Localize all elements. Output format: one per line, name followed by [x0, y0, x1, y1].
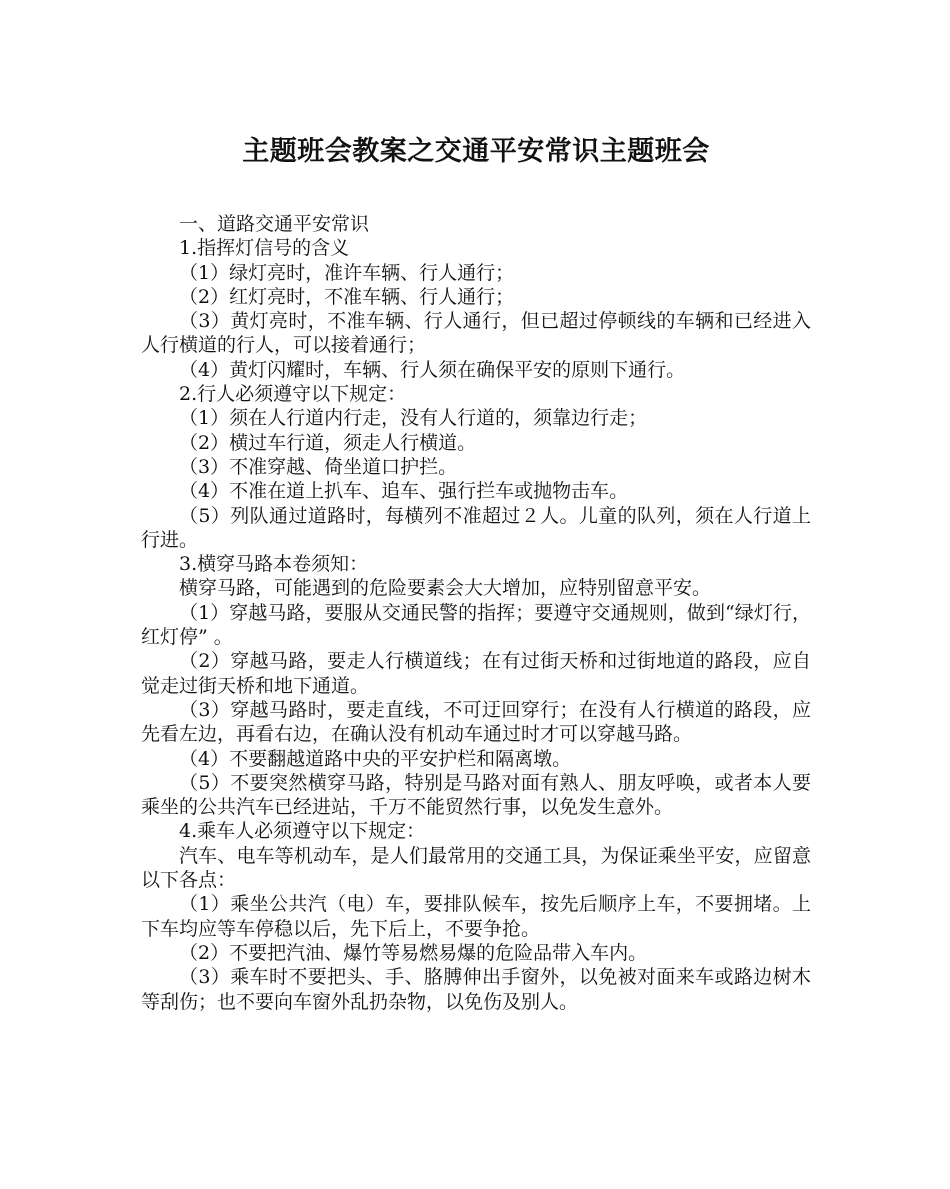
list-item: （2）横过车行道，须走人行横道。: [179, 431, 477, 454]
list-item: （4）不准在道上扒车、追车、强行拦车或抛物击车。: [179, 480, 629, 503]
list-item: （2）穿越马路，要走人行横道线；在有过街天桥和过街地道的路段，应自觉走过街天桥和地下通道。: [141, 650, 811, 697]
body-paragraph: 汽车、电车等机动车，是人们最常用的交通工具，为保证乘坐平安，应留意以下各点：: [141, 844, 811, 892]
page-title: 主题班会教案之交通平安常识主题班会: [242, 136, 710, 167]
section-heading: 一、道路交通平安常识: [179, 213, 370, 235]
document-page: [141, 130, 811, 1014]
list-item: （2）不要把汽油、爆竹等易燃易爆的危险品带入车内。: [179, 941, 648, 964]
subsection-heading: 2.行人必须遵守以下规定：: [179, 383, 407, 406]
list-item: （4）不要翻越道路中央的平安护栏和隔离墩。: [179, 747, 572, 770]
list-item: （3）不准穿越、倚坐道口护拦。: [179, 455, 458, 478]
list-item: （1）乘坐公共汽（电）车，要排队候车，按先后顺序上车，不要拥堵。上下车均应等车停稳以后，先下后上，不要争抢。: [141, 893, 811, 940]
list-item: （4）黄灯闪耀时，车辆、行人须在确保平安的原则下通行。: [179, 358, 686, 381]
body-paragraph: 横穿马路，可能遇到的危险要素会大大增加，应特别留意平安。: [179, 577, 712, 600]
list-item: （3）穿越马路时，要走直线，不可迂回穿行；在没有人行横道的路段，应先看左边，再看右边，在确认没有机动车通过时才可以穿越马路。: [141, 698, 811, 746]
list-item: （1）绿灯亮时，准许车辆、行人通行；: [179, 261, 515, 284]
list-item: （3）乘车时不要把头、手、胳膊伸出手窗外，以免被对面来车或路边树木等刮伤；也不要向车窗外乱扔杂物，以免伤及别人。: [141, 966, 811, 1013]
list-item: （5）列队通过道路时，每横列不准超过２人。儿童的队列，须在人行道上行进。: [141, 504, 811, 551]
subsection-heading: 4.乘车人必须遵守以下规定：: [179, 820, 426, 843]
list-item: （3）黄灯亮时，不准车辆、行人通行，但已超过停顿线的车辆和已经进入人行横道的行人，可以接着通行；: [141, 310, 811, 357]
list-item: （2）红灯亮时，不准车辆、行人通行；: [179, 285, 515, 308]
subsection-heading: 1.指挥灯信号的含义: [179, 237, 350, 260]
subsection-heading: 3.横穿马路本卷须知：: [179, 553, 369, 576]
list-item: （1）穿越马路，要服从交通民警的指挥；要遵守交通规则，做到“绿灯行，红灯停” 。: [141, 601, 811, 649]
list-item: （1）须在人行道内行走，没有人行道的，须靠边行走；: [179, 407, 648, 430]
document-body: [141, 212, 811, 1014]
list-item: （5）不要突然横穿马路，特别是马路对面有熟人、朋友呼唤，或者本人要乘坐的公共汽车已经进站，千万不能贸然行事，以免发生意外。: [141, 771, 811, 819]
